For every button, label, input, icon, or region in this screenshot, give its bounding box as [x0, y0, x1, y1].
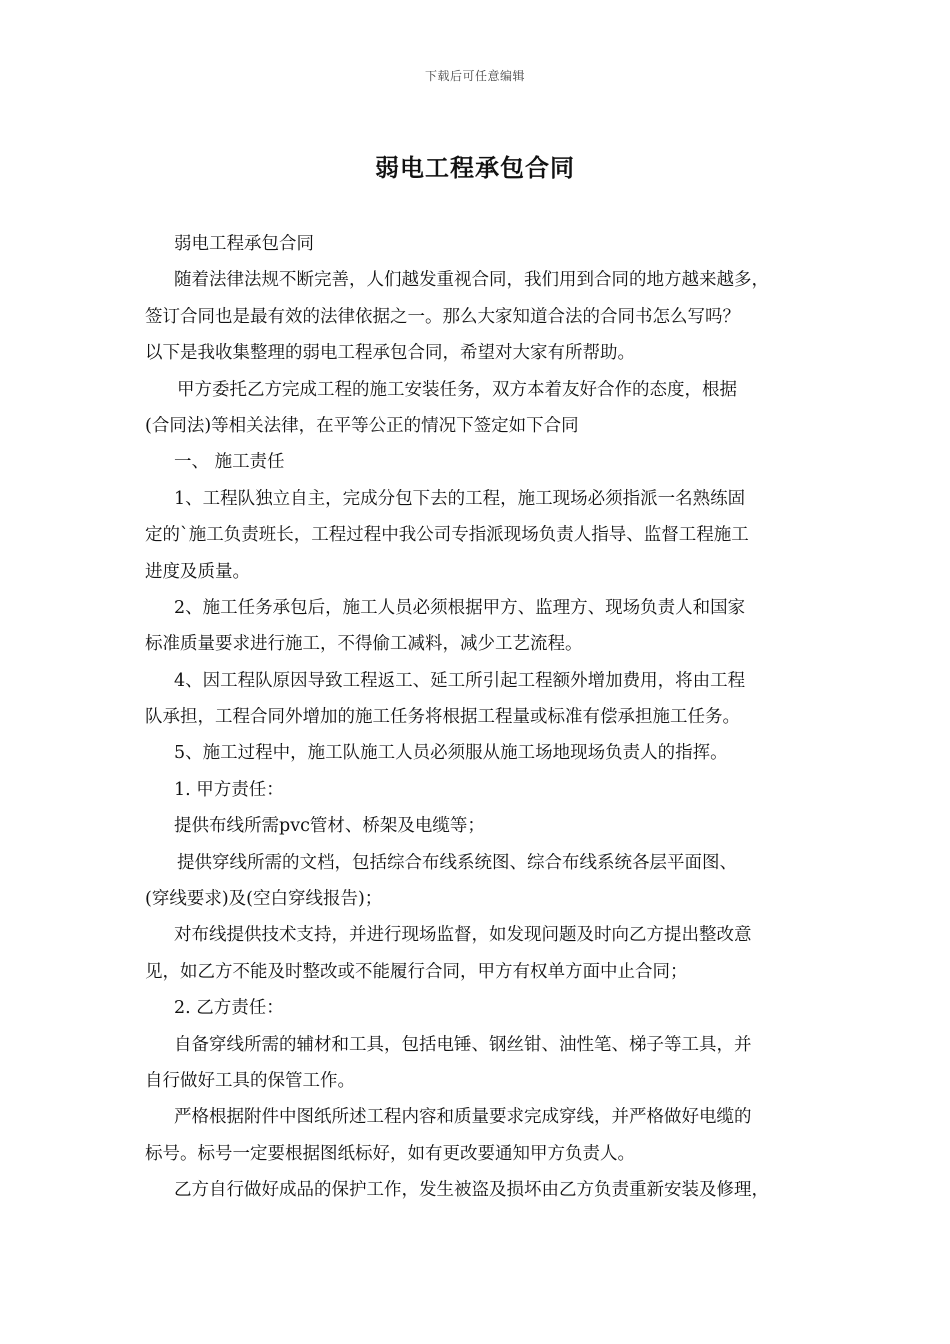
header-note: 下载后可任意编辑 [424, 69, 525, 83]
body-line: 定的`施工负责班长，工程过程中我公司专指派现场负责人指导、监督工程施工 [145, 525, 749, 546]
body-line: (穿线要求)及(空白穿线报告)； [145, 889, 383, 910]
body-line: 见，如乙方不能及时整改或不能履行合同，甲方有权单方面中止合同； [145, 961, 688, 982]
body-line: 提供穿线所需的文档，包括综合布线系统图、综合布线系统各层平面图、 [177, 852, 737, 873]
subsection-heading: 1. 甲方责任： [174, 779, 284, 800]
body-line: (合同法)等相关法律，在平等公正的情况下签定如下合同 [145, 415, 579, 436]
body-line: 严格根据附件中图纸所述工程内容和质量要求完成穿线，并严格做好电缆的 [174, 1107, 752, 1128]
document-body [145, 226, 810, 1209]
body-line: 2、施工任务承包后，施工人员必须根据甲方、监理方、现场负责人和国家 [174, 597, 746, 618]
body-line: 自行做好工具的保管工作。 [145, 1070, 355, 1091]
body-line: 甲方委托乙方完成工程的施工安装任务，双方本着友好合作的态度，根据 [177, 379, 737, 400]
body-line: 以下是我收集整理的弱电工程承包合同，希望对大家有所帮助。 [145, 343, 635, 364]
body-line: 进度及质量。 [145, 561, 250, 582]
body-line: 标准质量要求进行施工，不得偷工减料，减少工艺流程。 [145, 634, 583, 655]
body-line: 4、因工程队原因导致工程返工、延工所引起工程额外增加费用，将由工程 [174, 670, 746, 691]
document-title: 弱电工程承包合同 [375, 153, 575, 182]
body-line: 对布线提供技术支持，并进行现场监督，如发现问题及时向乙方提出整改意 [174, 925, 752, 946]
body-line: 签订合同也是最有效的法律依据之一。那么大家知道合法的合同书怎么写吗？ [145, 306, 740, 327]
section-heading: 一、 施工责任 [174, 452, 285, 473]
body-line: 自备穿线所需的辅材和工具，包括电锤、钢丝钳、油性笔、梯子等工具，并 [174, 1034, 752, 1055]
body-line: 标号。标号一定要根据图纸标好，如有更改要通知甲方负责人。 [145, 1143, 635, 1164]
body-line: 随着法律法规不断完善，人们越发重视合同，我们用到合同的地方越来越多， [174, 270, 769, 291]
body-line: 1、工程队独立自主，完成分包下去的工程，施工现场必须指派一名熟练固 [174, 488, 746, 509]
body-line: 弱电工程承包合同 [174, 234, 314, 254]
body-line: 队承担，工程合同外增加的施工任务将根据工程量或标准有偿承担施工任务。 [145, 707, 740, 728]
body-line: 乙方自行做好成品的保护工作，发生被盗及损坏由乙方负责重新安装及修理， [174, 1180, 769, 1201]
body-line: 5、施工过程中，施工队施工人员必须服从施工场地现场负责人的指挥。 [174, 743, 728, 764]
subsection-heading: 2. 乙方责任： [174, 998, 284, 1019]
body-line: 提供布线所需pvc管材、桥架及电缆等； [174, 816, 485, 837]
